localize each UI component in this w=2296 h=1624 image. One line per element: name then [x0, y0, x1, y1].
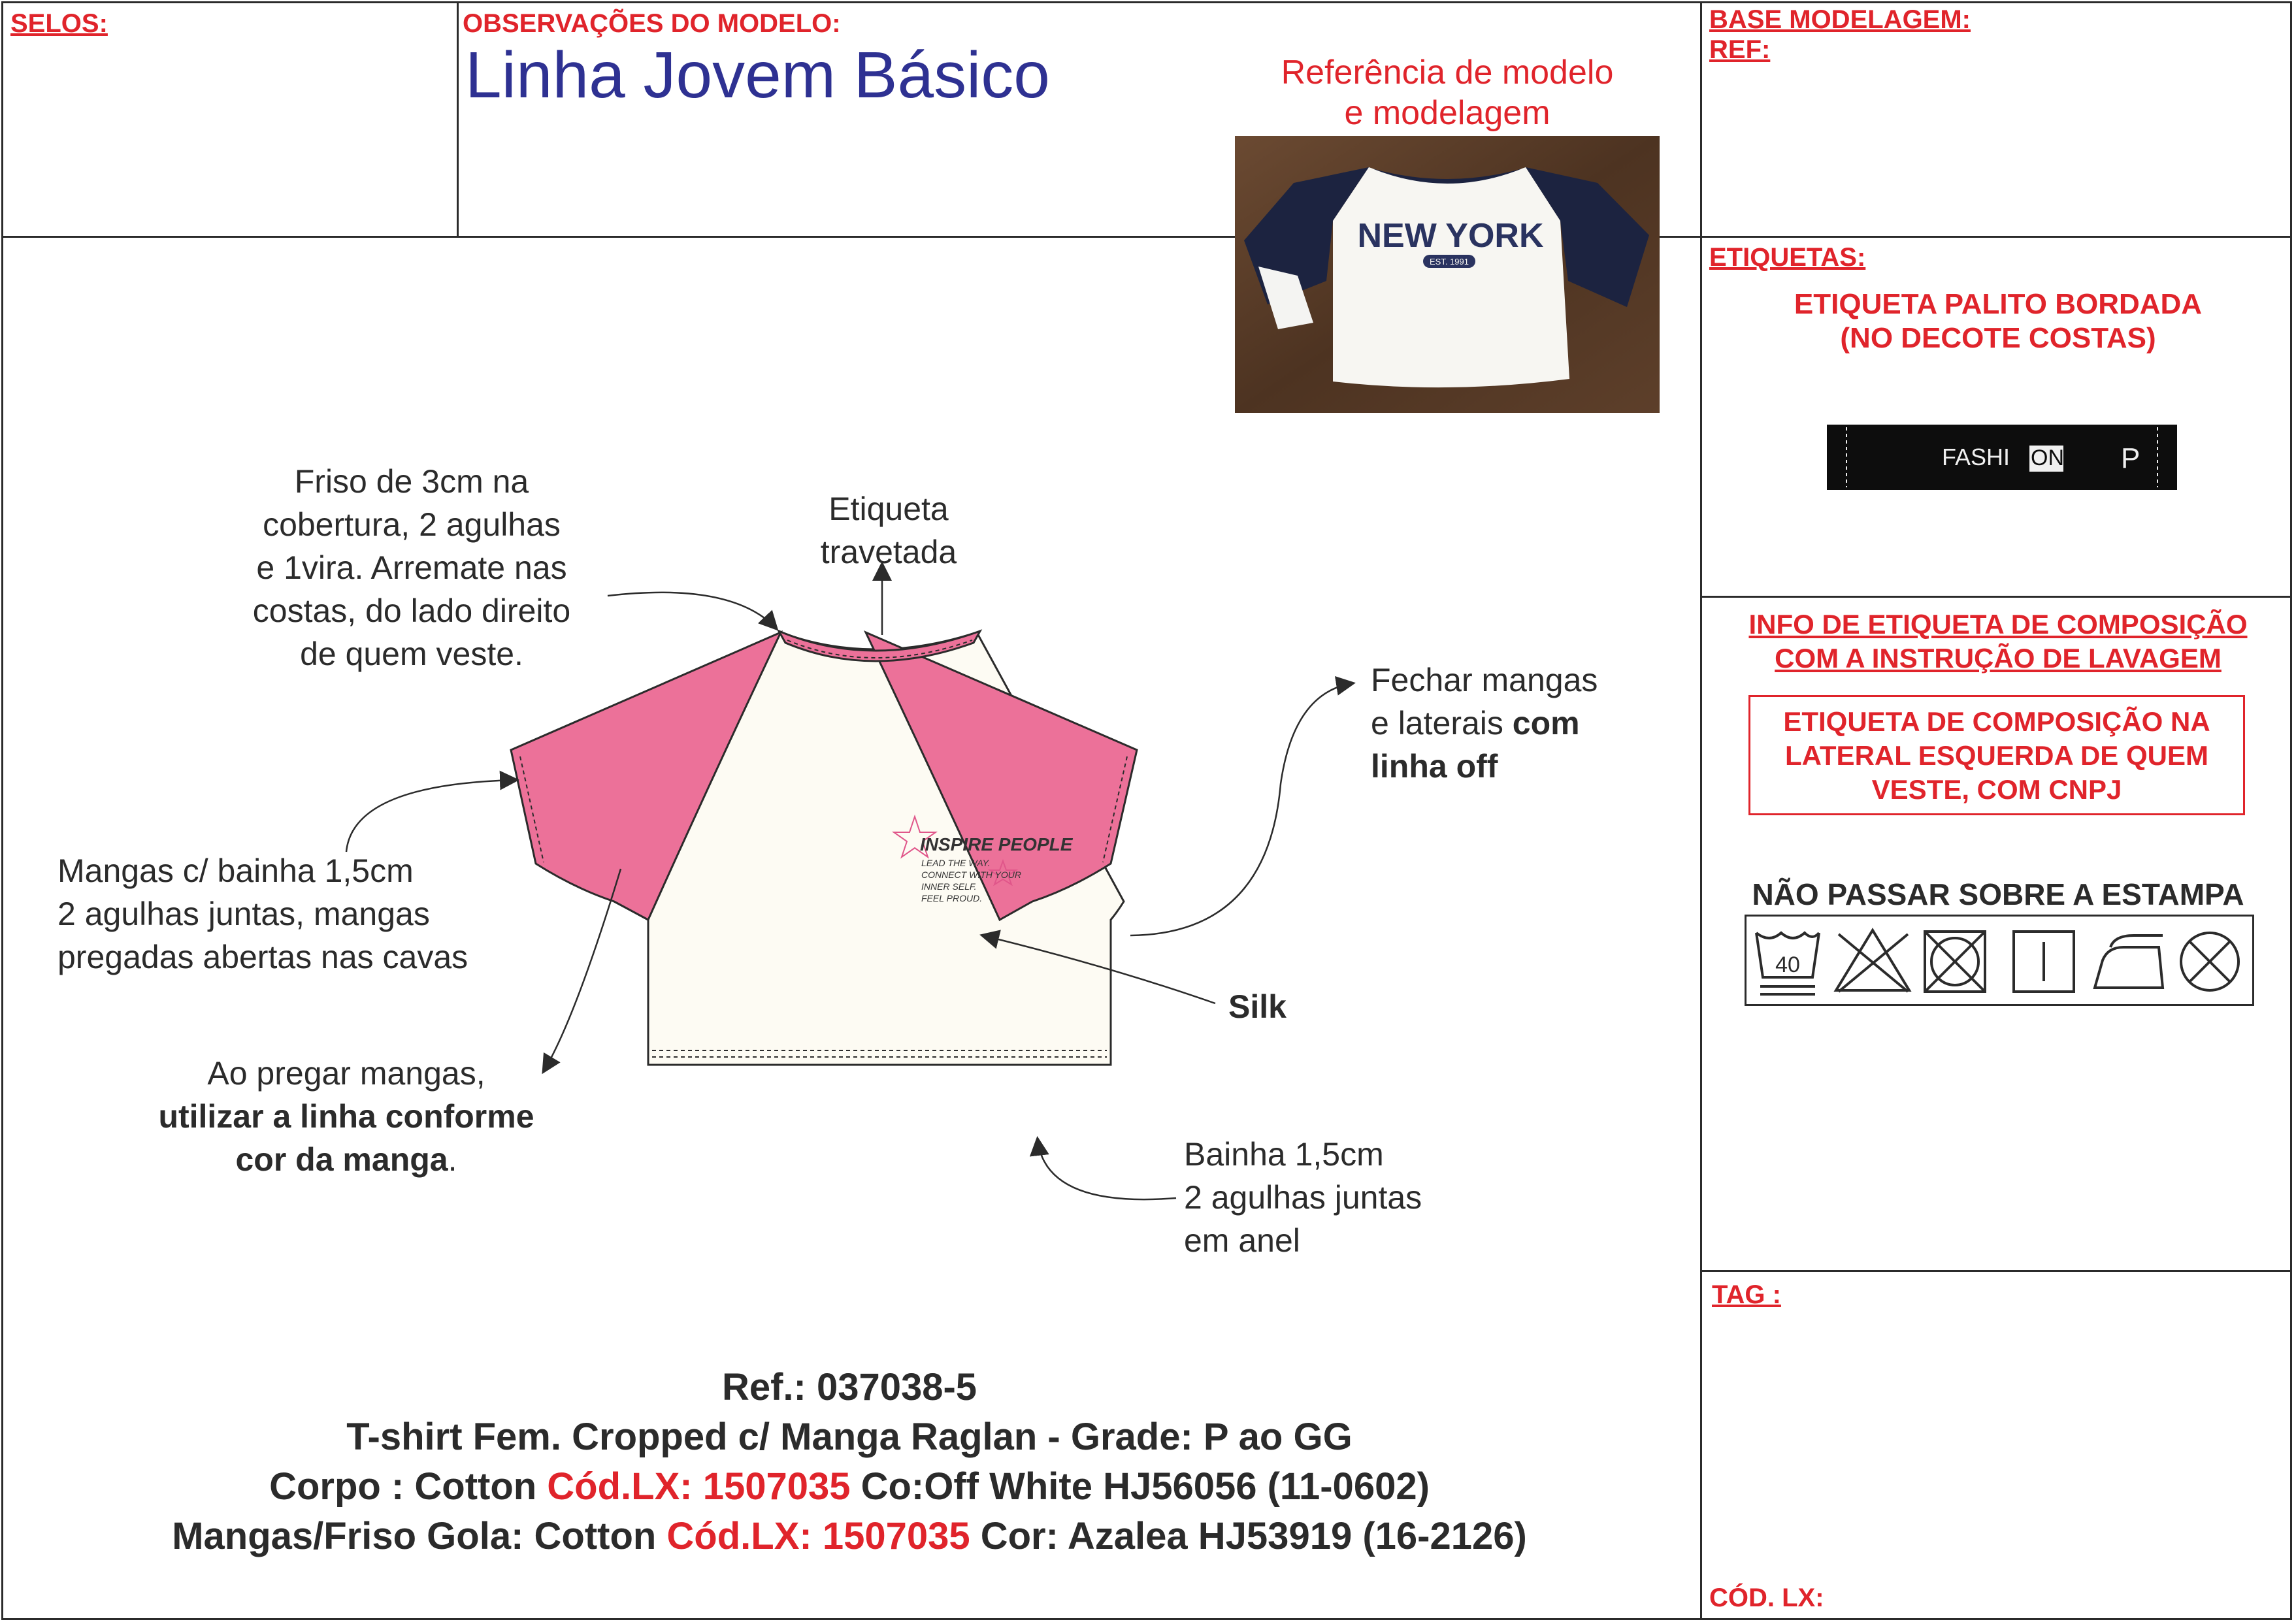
divider-right-1 [1700, 236, 2292, 238]
corpo-cod: Cód.LX: 1507035 [547, 1465, 851, 1508]
divider-right-3 [1700, 1270, 2292, 1272]
etiquetas-line-2: (NO DECOTE COSTAS) [1840, 322, 2156, 354]
bainha-line-2: 2 agulhas juntas [1184, 1179, 1422, 1216]
selos-header: SELOS: [10, 9, 108, 38]
annotation-pregar [111, 1052, 582, 1181]
silk-print-line-2: CONNECT WITH YOUR [921, 869, 1021, 880]
pregar-line-3 [111, 1138, 582, 1181]
etiqueta-line-1: Etiqueta [828, 491, 949, 527]
pregar-bold-2: cor da manga [235, 1141, 448, 1178]
etiquetas-header: ETIQUETAS: [1709, 243, 1866, 272]
friso-line-5: de quem veste. [300, 636, 523, 672]
reference-print-sub: EST. 1991 [1430, 257, 1469, 267]
pregar-line-1: Ao pregar mangas, [207, 1055, 485, 1092]
reference-caption-line1: Referência de modelo [1281, 54, 1614, 91]
composicao-box-line-2: LATERAL ESQUERDA DE QUEM [1785, 740, 2208, 771]
fechar-bold-2: linha off [1371, 748, 1498, 785]
arrow-mangas [346, 780, 516, 852]
annotation-fechar [1371, 658, 1697, 788]
annotation-mangas [57, 849, 580, 979]
annotation-friso [196, 460, 627, 675]
composicao-box [1748, 695, 2245, 815]
composicao-warning: NÃO PASSAR SOBRE A ESTAMPA [1752, 877, 2244, 911]
arrow-bainha [1038, 1139, 1176, 1199]
friso-line-2: cobertura, 2 agulhas [263, 506, 561, 543]
cod-lx-header: CÓD. LX: [1709, 1583, 1824, 1612]
ref-header: REF: [1709, 35, 1771, 64]
product-corpo [0, 1465, 1699, 1508]
annotation-silk: Silk [1228, 988, 1287, 1025]
woven-label-brand: FASHI [1942, 444, 2010, 470]
bainha-line-3: em anel [1184, 1222, 1300, 1259]
fechar-line-1: Fechar mangas [1371, 662, 1598, 698]
friso-line-3: e 1vira. Arremate nas [256, 549, 567, 586]
arrow-silk [983, 935, 1215, 1003]
care-symbols [1745, 915, 2254, 1006]
woven-label [1827, 425, 2177, 490]
silk-print-line-3: INNER SELF. [921, 881, 977, 892]
friso-line-4: costas, do lado direito [252, 593, 571, 629]
divider-right-panel [1700, 1, 1702, 1620]
etiquetas-line-1: ETIQUETA PALITO BORDADA [1794, 288, 2203, 320]
arrow-friso [608, 593, 776, 628]
composicao-title-line-2: COM A INSTRUÇÃO DE LAVAGEM [1775, 643, 2222, 674]
corpo-text-a: Corpo : Cotton [269, 1465, 548, 1508]
fechar-line-2 [1371, 702, 1697, 745]
composicao-title-line-1: INFO DE ETIQUETA DE COMPOSIÇÃO [1748, 609, 2248, 640]
etiqueta-line-2: travetada [820, 534, 957, 570]
wash-temp-label: 40 [1775, 952, 1800, 977]
observacoes-header: OBSERVAÇÕES DO MODELO: [463, 9, 841, 38]
bainha-line-1: Bainha 1,5cm [1184, 1136, 1384, 1173]
mangas-text-a: Mangas/Friso Gola: Cotton [172, 1515, 667, 1557]
pregar-end: . [448, 1141, 457, 1178]
composicao-box-line-1: ETIQUETA DE COMPOSIÇÃO NA [1783, 706, 2210, 737]
silk-print-line-4: FEEL PROUD. [921, 893, 983, 903]
mangas-line-1: Mangas c/ bainha 1,5cm [57, 853, 414, 889]
etiquetas-description [1705, 287, 2291, 355]
mangas-line-3: pregadas abertas nas cavas [57, 939, 468, 975]
reference-print-text: NEW YORK [1357, 217, 1544, 255]
woven-label-size: P [2121, 442, 2140, 474]
corpo-text-b: Co:Off White HJ56056 (11-0602) [850, 1465, 1430, 1508]
arrow-fechar [1130, 683, 1353, 935]
care-symbols-frame [1746, 916, 2254, 1005]
fechar-line-2-text: e laterais [1371, 705, 1513, 741]
model-title: Linha Jovem Básico [465, 39, 1050, 112]
product-description: T-shirt Fem. Cropped c/ Manga Raglan - Grade: P ao GG [346, 1416, 1353, 1458]
reference-caption-line2: e modelagem [1344, 94, 1550, 132]
base-modelagem-header: BASE MODELAGEM: [1709, 5, 1971, 34]
woven-label-brand-boxed: ON [2031, 446, 2064, 470]
mangas-text-b: Cor: Azalea HJ53919 (16-2126) [970, 1515, 1527, 1557]
friso-line-1: Friso de 3cm na [294, 463, 529, 500]
divider-right-2 [1700, 596, 2292, 598]
composicao-box-line-3: VESTE, COM CNPJ [1871, 774, 2122, 805]
mangas-cod: Cód.LX: 1507035 [666, 1515, 970, 1557]
tag-header: TAG : [1712, 1280, 1781, 1309]
pregar-line-2: utilizar a linha conforme [158, 1098, 534, 1135]
silk-print-line-1: LEAD THE WAY. [921, 858, 991, 868]
silk-print-title: INSPIRE PEOPLE [920, 834, 1073, 854]
product-mangas [0, 1514, 1699, 1558]
annotation-etiqueta [758, 487, 1019, 574]
composicao-title [1705, 608, 2291, 675]
product-ref: Ref.: 037038-5 [721, 1366, 977, 1408]
annotation-bainha [1184, 1133, 1511, 1262]
mangas-line-2: 2 agulhas juntas, mangas [57, 896, 430, 932]
fechar-bold-1: com [1512, 705, 1580, 741]
